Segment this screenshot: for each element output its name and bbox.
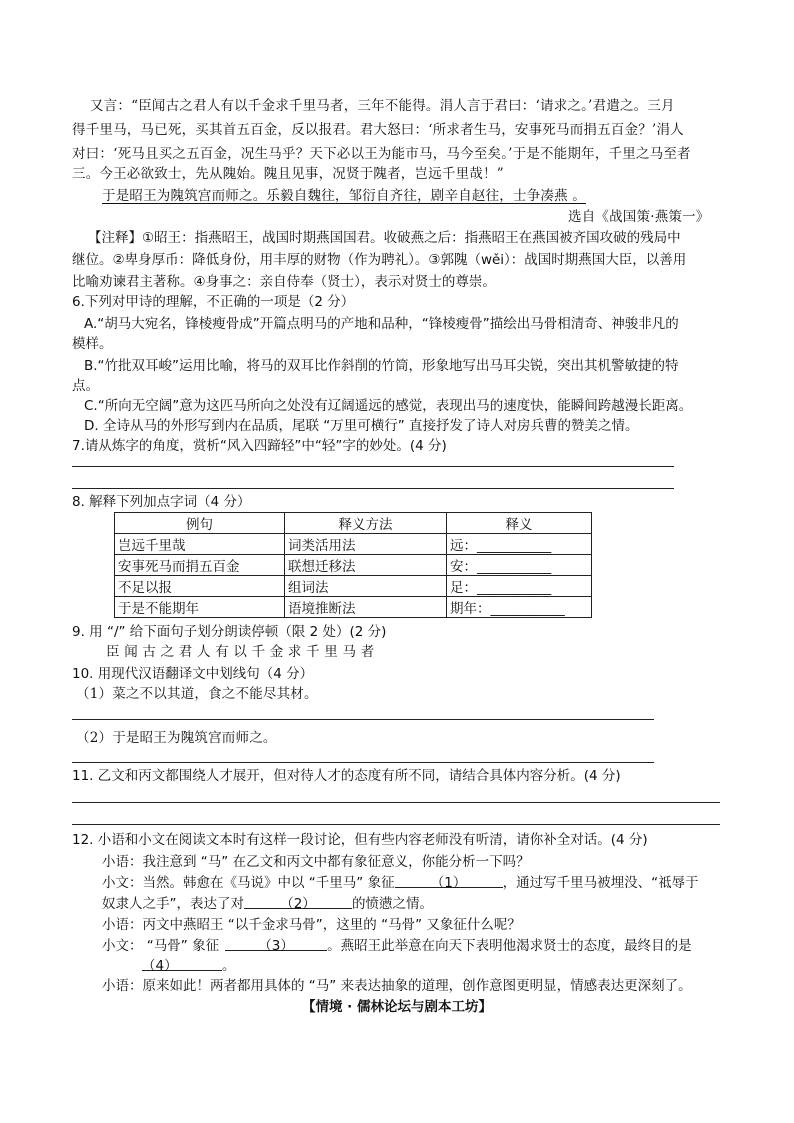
table-cell-method: 语境推断法 (285, 597, 447, 618)
table-cell-sentence: 岂远千里哉 (115, 534, 285, 555)
q6-stem: 6.下列对甲诗的理解，不正确的一项是（2 分） (72, 294, 355, 310)
q12-blank-2-label: （2） (280, 896, 316, 912)
notes-line-1: 【注释】①昭王：指燕昭王，战国时期燕国国君。收破燕之后：指燕昭王在燕国被齐国攻破的残局中 (88, 230, 681, 246)
table-cell-method: 词类活用法 (285, 534, 447, 555)
table-header-cell: 释义方法 (285, 513, 447, 534)
passage-line-1: 又言：“臣闻古之君人有以千金求千里马者，三年不能得。涓人言于君曰：‘请求之。’君遣之。三月 (90, 98, 675, 114)
q10-stem: 10. 用现代汉语翻译文中划线句（4 分） (72, 666, 314, 682)
q12-blank-3[interactable] (225, 936, 327, 954)
q8-stem: 8. 解释下列加点字词（4 分） (72, 494, 251, 510)
q7-answer-line-1[interactable] (72, 466, 674, 467)
q12-dialogue-2-start: 小文：当然。韩愈在《马说》中以 “千里马” 象征 (102, 875, 395, 891)
table-cell-answer[interactable]: 期年：___________ (447, 597, 592, 618)
q10-answer-line-1[interactable] (72, 719, 654, 720)
q12-dialogue-5 (102, 936, 692, 956)
section-footer-heading: 【情境 · 儒林论坛与剧本工坊】 (301, 999, 493, 1015)
q6-option-c: C.“所向无空阔”意为这匹马所向之处没有辽阔遥远的感觉，表现出马的速度快，能瞬间跨越漫长距离。 (84, 398, 693, 414)
q9-sentence[interactable]: 臣 闻 古 之 君 人 有 以 千 金 求 千 里 马 者 (106, 644, 375, 660)
table-cell-method: 组词法 (285, 576, 447, 597)
q12-blank-1[interactable] (395, 873, 503, 891)
table-row (115, 534, 592, 555)
q12-dialogue-3 (102, 894, 433, 914)
q6-option-a-line1: A.“胡马大宛名，锋棱瘦骨成”开篇点明马的产地和品种，“锋棱瘦骨”描绘出马骨相清奇、神骏非凡的 (84, 316, 679, 332)
passage-line-3: 对曰：‘死马且买之五百金，况生马乎？天下必以王为能市马，马今至矣。’于是不能期年，千里之马至者 (72, 146, 691, 162)
q10-answer-line-2[interactable] (72, 762, 654, 763)
table-header-row (115, 513, 592, 534)
notes-line-3: 比喻劝谏君主著称。④身事之：亲自侍奉（贤士），表示对贤士的尊崇。 (72, 274, 496, 290)
q11-stem: 11. 乙文和丙文都围绕人才展开，但对待人才的态度有所不同，请结合具体内容分析。(4 分) (72, 768, 621, 784)
q12-dialogue-3-end: 的愤懑之情。 (352, 896, 433, 912)
q10-sentence-1: （1）菜之不以其道，食之不能尽其材。 (76, 686, 318, 702)
table-cell-method: 联想迁移法 (285, 555, 447, 576)
q12-dialogue-4: 小语：丙文中燕昭王 “以千金求马骨”，这里的 “马骨” 又象征什么呢？ (102, 917, 521, 933)
table-cell-sentence: 于是不能期年 (115, 597, 285, 618)
q6-option-d: D. 全诗从马的外形写到内在品质，尾联 “万里可横行” 直接抒发了诗人对房兵曹的赞美之情。 (84, 418, 639, 434)
table-cell-answer[interactable]: 足：___________ (447, 576, 592, 597)
table-row (115, 597, 592, 618)
q7-stem: 7.请从炼字的角度，赏析“风入四蹄轻”中“轻”字的妙处。(4 分) (72, 438, 447, 454)
table-row (115, 555, 592, 576)
q12-dialogue-6 (142, 956, 236, 976)
table-cell-answer[interactable]: 远：___________ (447, 534, 592, 555)
q10-sentence-2: （2）于是昭王为隗筑宫而师之。 (76, 730, 277, 746)
table-header-cell: 释义 (447, 513, 592, 534)
q12-dialogue-5-end: 。燕昭王此举意在向天下表明他渴求贤士的态度，最终目的是 (327, 938, 692, 954)
q12-period: 。 (222, 958, 236, 974)
notes-line-2: 继位。②卑身厚币：降低身份，用丰厚的财物（作为聘礼）。③郭隗（wěi）：战国时期燕国大臣，以善用 (72, 252, 687, 268)
q6-option-a-line2: 模样。 (72, 336, 113, 352)
q11-answer-line-1[interactable] (72, 802, 720, 803)
q12-dialogue-3-start: 奴隶人之手”，表达了对 (102, 896, 244, 912)
q12-blank-2[interactable] (244, 894, 352, 912)
q12-blank-3-label: （3） (258, 938, 294, 954)
table-cell-answer[interactable]: 安：___________ (447, 555, 592, 576)
q11-answer-line-2[interactable] (72, 824, 720, 825)
q12-dialogue-5-start: 小文： “马骨” 象征 (102, 938, 220, 954)
table-cell-sentence: 安事死马而捐五百金 (115, 555, 285, 576)
q12-blank-4-label: （4） (142, 958, 178, 974)
q8-table (114, 512, 592, 618)
passage-line-4: 三。今王必欲致士，先从隗始。隗且见事，况贤于隗者，岂远千里哉！” (72, 166, 504, 182)
q12-dialogue-7: 小语：原来如此！两者都用具体的 “马” 来表达抽象的道理，创作意图更明显，情感表达更深刻了。 (102, 978, 692, 994)
passage-source: 选自《战国策·燕策一》 (568, 209, 710, 225)
q6-option-b-line1: B.“竹批双耳峻”运用比喻，将马的双耳比作斜削的竹筒，形象地写出马耳尖锐，突出其机警敏捷的特 (84, 358, 679, 374)
q7-answer-line-2[interactable] (72, 488, 674, 489)
passage-line-2: 得千里马，马已死，买其首五百金，反以报君。君大怒曰：‘所求者生马，安事死马而捐五百金？’涓人 (72, 122, 684, 138)
q12-dialogue-2 (102, 873, 699, 893)
q12-stem: 12. 小语和小文在阅读文本时有这样一段讨论，但有些内容老师没有听清，请你补全对话。(4 分) (72, 832, 648, 848)
passage-underlined-line: 于是昭王为隗筑宫而师之。乐毅自魏往，邹衍自齐往，剧辛自赵往，士争凑燕 。 (102, 188, 586, 204)
table-row (115, 576, 592, 597)
q12-dialogue-2-end: ，通过写千里马被埋没、“祗辱于 (502, 875, 699, 891)
table-cell-sentence: 不足以报 (115, 576, 285, 597)
q6-option-b-line2: 点。 (72, 378, 99, 394)
q12-blank-1-label: （1） (430, 875, 467, 891)
q12-dialogue-1: 小语：我注意到 “马” 在乙文和丙文中都有象征意义，你能分析一下吗？ (102, 854, 530, 870)
table-header-cell: 例句 (115, 513, 285, 534)
q12-blank-4[interactable] (142, 956, 222, 974)
q9-stem: 9. 用 “/” 给下面句子划分朗读停顿（限 2 处）(2 分) (72, 624, 387, 640)
